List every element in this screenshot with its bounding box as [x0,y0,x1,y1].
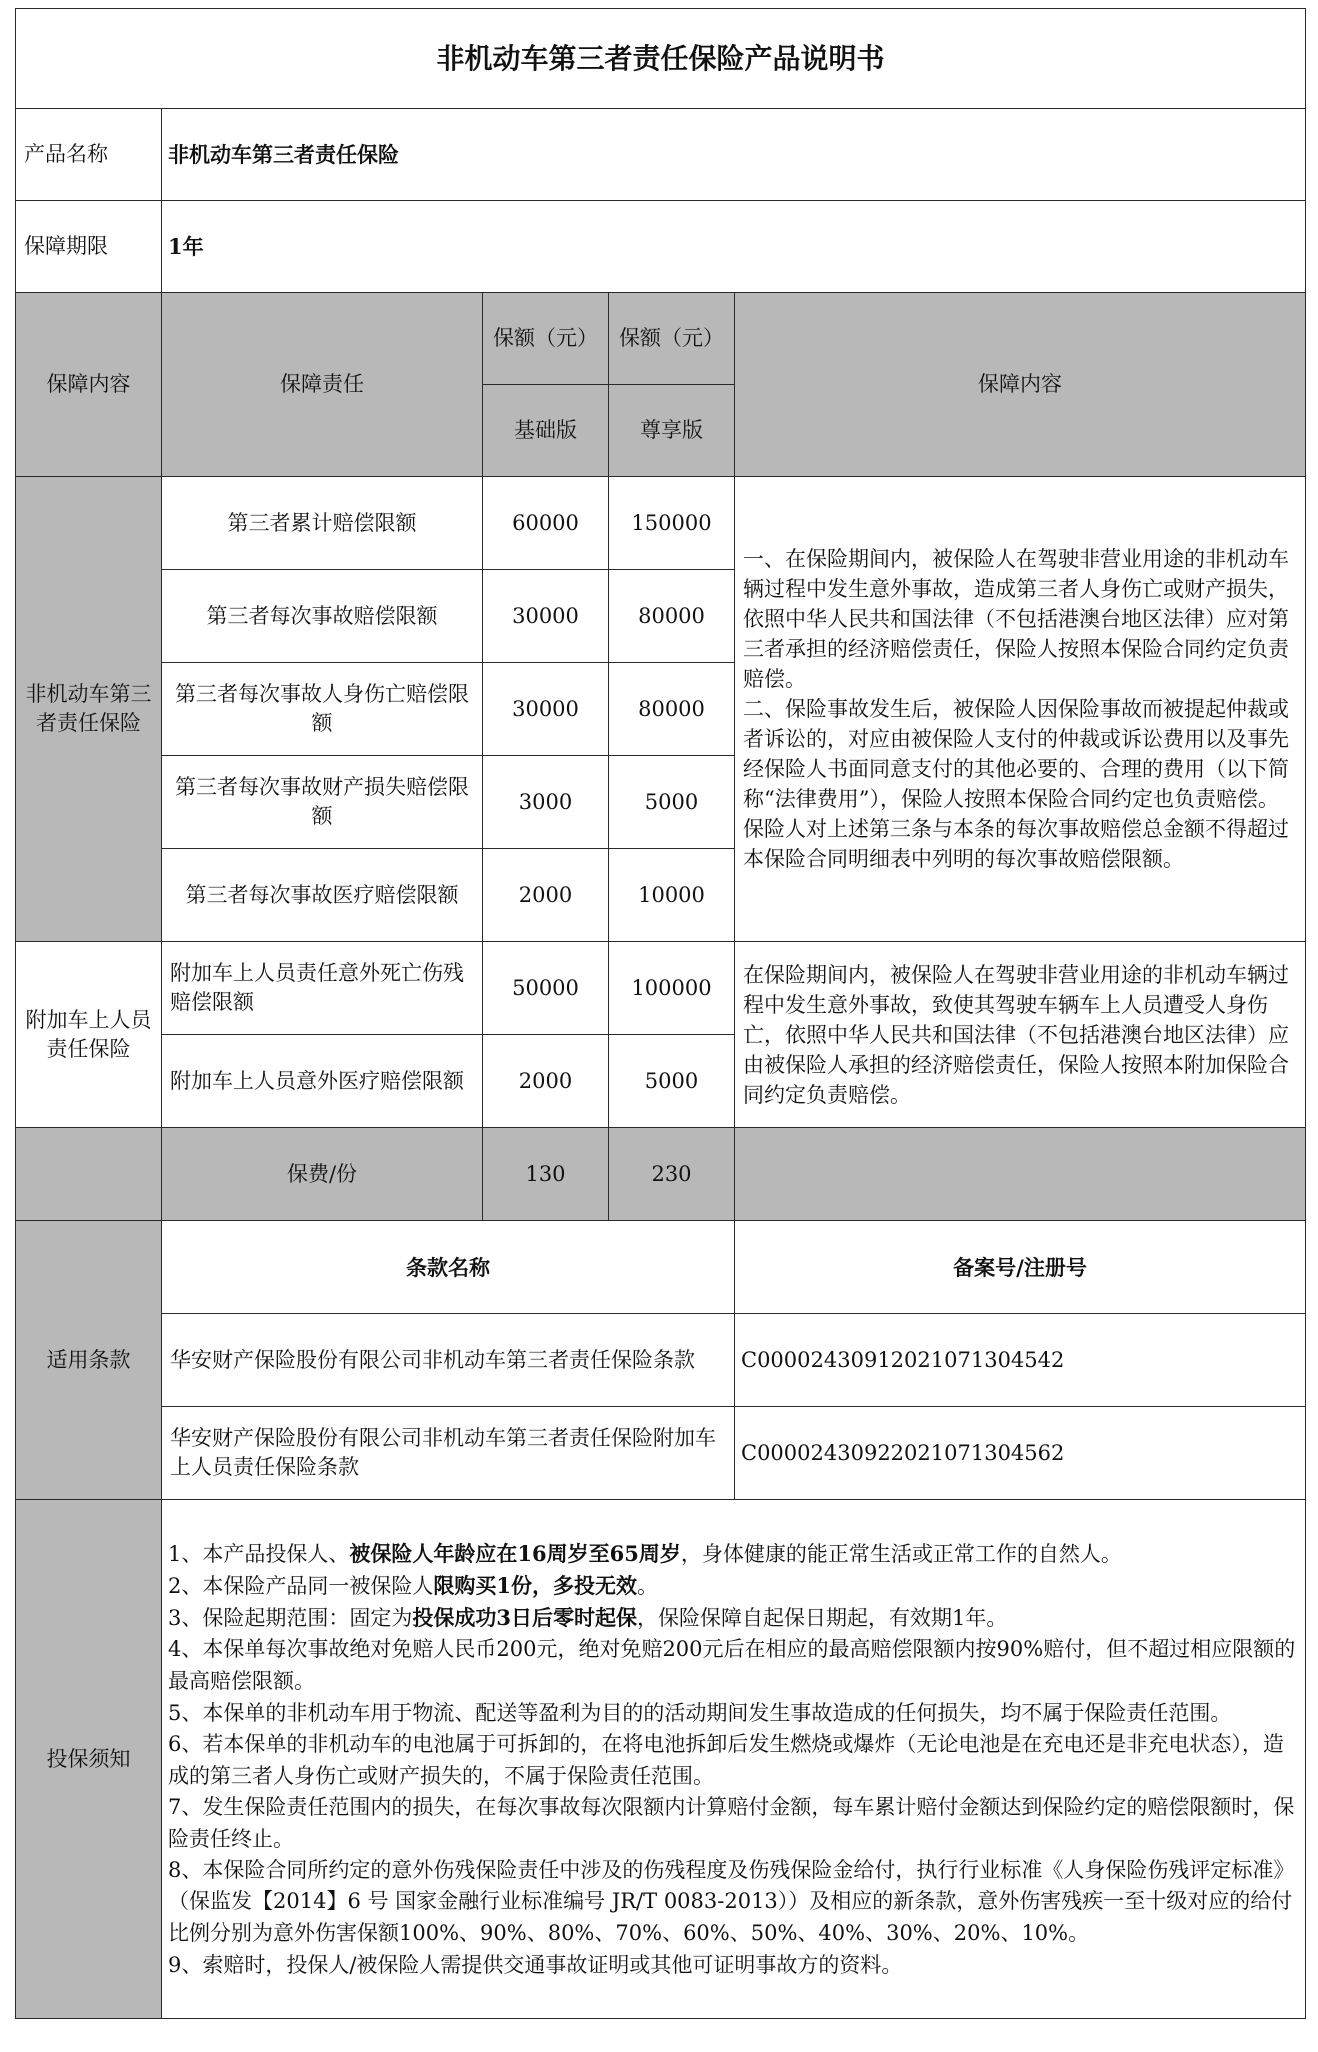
notice-item: 8、本保险合同所约定的意外伤残保险责任中涉及的伤残程度及伤残保险金给付，执行行业标准《人身保险伤残评定标准》（保监发【2014】6 号 国家金融行业标准编号 JR/T 0083-2013））及相应的新条款，意外伤害残疾一至十级对应的给付比例分别为意外伤害保额100%、90%、80%、70%、60%、50%、40%、30%、20%、10%。 [168,1857,1295,1945]
coverage-item: 附加车上人员责任意外死亡伤残赔偿限额 [162,942,483,1035]
coverage-premium: 5000 [609,756,735,849]
premium-row-blank-right [735,1128,1306,1221]
coverage-basic: 30000 [483,570,609,663]
header-plan-basic: 基础版 [483,385,609,477]
coverage-premium: 100000 [609,942,735,1035]
document-title: 非机动车第三者责任保险产品说明书 [16,9,1306,109]
product-table [15,8,1306,2019]
clauses-label: 适用条款 [16,1221,162,1500]
coverage-premium: 150000 [609,477,735,570]
notice-item: 3、保险起期范围：固定为投保成功3日后零时起保，保险保障自起保日期起，有效期1年。 [168,1604,1008,1630]
premium-row-blank [16,1128,162,1221]
term-label: 保障期限 [16,201,162,293]
coverage-item: 第三者每次事故人身伤亡赔偿限额 [162,663,483,756]
notice-item: 5、本保单的非机动车用于物流、配送等盈利为目的的活动期间发生事故造成的任何损失，均不属于保险责任范围。 [168,1700,1232,1725]
section1-description: 一、在保险期间内，被保险人在驾驶非营业用途的非机动车辆过程中发生意外事故，造成第三者人身伤亡或财产损失，依照中华人民共和国法律（不包括港澳台地区法律）应对第三者承担的经济赔偿责任，保险人按照本保险合同约定负责赔偿。 二、保险事故发生后，被保险人因保险事故而被提起仲裁或者诉讼的，对应由被保险人支付的仲裁或诉讼费用以及事先经保险人书面同意支付的其他必要的、合理的费用（以下简称“法律费用”），保险人按照本保险合同约定也负责赔偿。保险人对上述第三条与本条的每次事故赔偿总金额不得超过本保险合同明细表中列明的每次事故赔偿限额。 [735,477,1306,942]
coverage-basic: 50000 [483,942,609,1035]
section2-label: 附加车上人员责任保险 [16,942,162,1128]
header-plan-premium: 尊享版 [609,385,735,477]
product-sheet [15,8,1305,2047]
notice-item: 4、本保单每次事故绝对免赔人民币200元，绝对免赔200元后在相应的最高赔偿限额内按90%赔付，但不超过相应限额的最高赔偿限额。 [168,1636,1296,1693]
product-name-label: 产品名称 [16,109,162,201]
term-value: 1年 [162,201,1306,293]
header-amount-basic: 保额（元） [483,293,609,385]
notice-content [162,1500,1306,2019]
section1-label: 非机动车第三者责任保险 [16,477,162,942]
product-name-value: 非机动车第三者责任保险 [162,109,1306,201]
coverage-premium: 80000 [609,570,735,663]
coverage-premium: 80000 [609,663,735,756]
coverage-basic: 3000 [483,756,609,849]
premium-label: 保费/份 [162,1128,483,1221]
section2-description: 在保险期间内，被保险人在驾驶非营业用途的非机动车辆过程中发生意外事故，致使其驾驶车辆车上人员遭受人身伤亡，依照中华人民共和国法律（不包括港澳台地区法律）应由被保险人承担的经济赔偿责任，保险人按照本附加保险合同约定负责赔偿。 [735,942,1306,1128]
coverage-basic: 2000 [483,849,609,942]
header-coverage: 保障内容 [16,293,162,477]
notice-item: 7、发生保险责任范围内的损失，在每次事故每次限额内计算赔付金额，每车累计赔付金额达到保险约定的赔偿限额时，保险责任终止。 [168,1794,1295,1851]
header-liability: 保障责任 [162,293,483,477]
coverage-item: 第三者每次事故赔偿限额 [162,570,483,663]
coverage-item: 附加车上人员意外医疗赔偿限额 [162,1035,483,1128]
notice-item: 6、若本保单的非机动车的电池属于可拆卸的，在将电池拆卸后发生燃烧或爆炸（无论电池是在充电还是非充电状态），造成的第三者人身伤亡或财产损失的，不属于保险责任范围。 [168,1731,1284,1788]
clause-id: C00002430922021071304562 [735,1407,1306,1500]
header-amount-premium: 保额（元） [609,293,735,385]
clause-id: C00002430912021071304542 [735,1314,1306,1407]
notice-item: 2、本保险产品同一被保险人限购买1份，多投无效。 [168,1572,658,1598]
premium-premium: 230 [609,1128,735,1221]
coverage-basic: 60000 [483,477,609,570]
coverage-basic: 2000 [483,1035,609,1128]
clause-name: 华安财产保险股份有限公司非机动车第三者责任保险条款 [162,1314,735,1407]
coverage-basic: 30000 [483,663,609,756]
clause-name-header: 条款名称 [162,1221,735,1314]
coverage-premium: 5000 [609,1035,735,1128]
coverage-item: 第三者每次事故医疗赔偿限额 [162,849,483,942]
notice-item: 1、本产品投保人、被保险人年龄应在16周岁至65周岁，身体健康的能正常生活或正常工作的自然人。 [168,1540,1122,1566]
header-description: 保障内容 [735,293,1306,477]
coverage-item: 第三者每次事故财产损失赔偿限额 [162,756,483,849]
coverage-item: 第三者累计赔偿限额 [162,477,483,570]
notice-label: 投保须知 [16,1500,162,2019]
coverage-premium: 10000 [609,849,735,942]
clause-id-header: 备案号/注册号 [735,1221,1306,1314]
notice-item: 9、索赔时，投保人/被保险人需提供交通事故证明或其他可证明事故方的资料。 [168,1952,903,1977]
clause-name: 华安财产保险股份有限公司非机动车第三者责任保险附加车上人员责任保险条款 [162,1407,735,1500]
premium-basic: 130 [483,1128,609,1221]
